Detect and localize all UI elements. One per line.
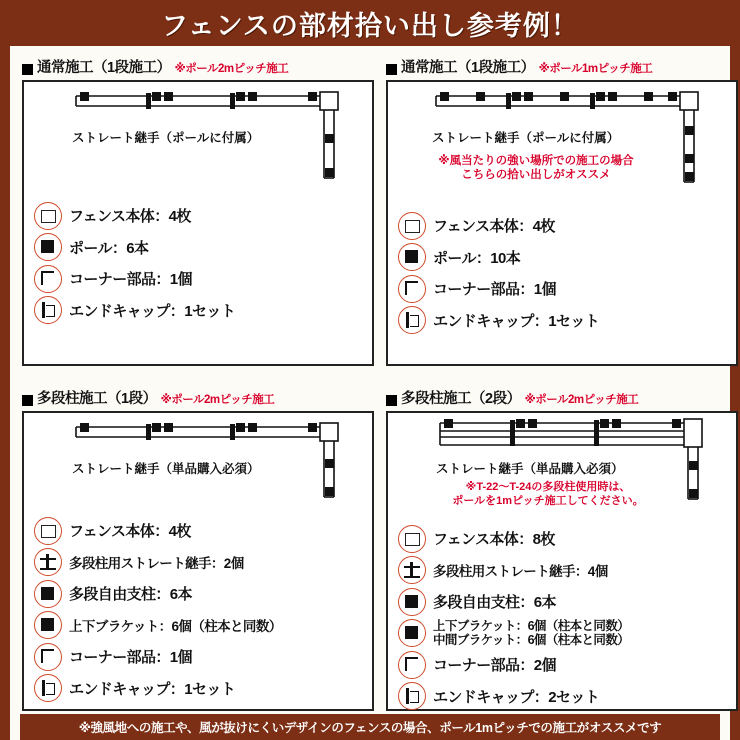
diagram-note: ※T-22〜T-24の多段柱使用時は、 ポールを1mピッチ施工してください。 <box>452 481 644 507</box>
list-item <box>34 674 372 702</box>
list-item <box>34 296 372 324</box>
list-item-label: フェンス本体：4枚 <box>69 208 191 225</box>
panel-heading <box>386 56 738 77</box>
parts-list <box>24 509 372 702</box>
corner-part-icon <box>34 265 62 293</box>
list-item <box>34 643 372 671</box>
panel-heading-text: 多段柱施工（2段） <box>401 391 521 407</box>
end-cap-icon <box>34 674 62 702</box>
bullet-square-icon <box>22 395 33 406</box>
panel-body <box>22 80 374 366</box>
list-item-label: コーナー部品：2個 <box>433 657 556 674</box>
fence-panel-icon <box>34 517 62 545</box>
fence-diagram <box>24 413 372 509</box>
list-item-label: 多段柱用ストレート継手：2個 <box>69 556 244 571</box>
list-item-label: エンドキャップ：1セット <box>69 302 236 320</box>
list-item-label: 上下ブラケット：6個（柱本と同数） <box>69 619 282 634</box>
bullet-square-icon <box>386 64 397 75</box>
parts-list <box>388 517 736 710</box>
list-item-label: エンドキャップ：2セット <box>433 688 600 706</box>
fence-diagram <box>24 82 372 194</box>
list-item-label-group <box>433 619 629 647</box>
panel-body <box>22 411 374 711</box>
list-item-label: ポール：10本 <box>433 249 521 267</box>
list-item-label: エンドキャップ：1セット <box>69 680 236 698</box>
list-item-label: フェンス本体：4枚 <box>433 218 555 235</box>
panel-subheading-text: ※ポール2mピッチ施工 <box>160 394 275 406</box>
pole-icon <box>398 588 426 616</box>
panel-heading <box>22 56 374 77</box>
panel-heading <box>386 387 738 408</box>
panel-grid <box>10 46 730 714</box>
bullet-square-icon <box>22 64 33 75</box>
list-item <box>398 243 736 271</box>
corner-part-icon <box>34 643 62 671</box>
list-item <box>398 525 736 553</box>
list-item-label: フェンス本体：8枚 <box>433 531 555 548</box>
pole-icon <box>34 233 62 261</box>
list-item <box>34 580 372 608</box>
list-item-label-secondary: 中間ブラケット：6個（柱本と同数） <box>433 633 630 647</box>
panel-body <box>386 411 738 711</box>
pole-icon <box>34 611 62 639</box>
panel-heading-text: 通常施工（1段施工） <box>37 60 171 76</box>
list-item <box>34 233 372 261</box>
footer-text: ※強風地への施工や、風が抜けにくいデザインのフェンスの場合、ポール1mピッチでの施工がオススメです <box>78 721 662 735</box>
list-item-label: ポール：6本 <box>69 239 149 257</box>
list-item-label: エンドキャップ：1セット <box>433 312 600 330</box>
pole-icon <box>398 243 426 271</box>
list-item <box>398 212 736 240</box>
diagram-caption: ストレート継手（ポールに付属） <box>72 131 260 145</box>
page-title: フェンスの部材拾い出し参考例！ <box>161 10 579 41</box>
panel-normal-1m <box>380 52 740 383</box>
end-cap-icon <box>398 682 426 710</box>
list-item-label: 多段自由支柱：6本 <box>433 594 556 611</box>
list-item-label: 上下ブラケット：6個（柱本と同数） <box>433 619 630 633</box>
list-item-label: 多段自由支柱：6本 <box>69 586 192 603</box>
list-item-label: 多段柱用ストレート継手：4個 <box>433 564 608 579</box>
fence-panel-icon <box>34 202 62 230</box>
parts-list <box>388 204 736 334</box>
fence-diagram <box>388 82 736 204</box>
panel-normal-2m <box>16 52 380 383</box>
poster-footer <box>20 714 720 740</box>
panel-subheading-text: ※ポール1mピッチ施工 <box>538 63 653 75</box>
list-item-label: コーナー部品：1個 <box>433 281 556 298</box>
panel-subheading-text: ※ポール2mピッチ施工 <box>174 63 289 75</box>
list-item <box>34 265 372 293</box>
list-item <box>398 619 736 647</box>
panel-multistage-2 <box>380 383 740 714</box>
bullet-square-icon <box>386 395 397 406</box>
panel-multistage-1 <box>16 383 380 714</box>
list-item <box>34 202 372 230</box>
diagram-caption: ストレート継手（単品購入必須） <box>72 462 260 476</box>
list-item <box>398 682 736 710</box>
panel-heading <box>22 387 374 408</box>
panel-body <box>386 80 738 366</box>
list-item <box>34 517 372 545</box>
panel-subheading-text: ※ポール2mピッチ施工 <box>524 394 639 406</box>
poster-header <box>10 0 730 46</box>
corner-part-icon <box>398 275 426 303</box>
list-item-label: コーナー部品：1個 <box>69 649 192 666</box>
end-cap-icon <box>34 296 62 324</box>
diagram-caption: ストレート継手（ポールに付属） <box>432 131 620 145</box>
fence-panel-icon <box>398 525 426 553</box>
straight-joint-icon <box>34 548 62 576</box>
list-item-label: フェンス本体：4枚 <box>69 523 191 540</box>
list-item <box>398 556 736 584</box>
list-item <box>398 651 736 679</box>
list-item-label: コーナー部品：1個 <box>69 271 192 288</box>
fence-panel-icon <box>398 212 426 240</box>
list-item <box>34 611 372 639</box>
straight-joint-icon <box>398 556 426 584</box>
diagram-caption: ストレート継手（単品購入必須） <box>436 462 624 476</box>
diagram-note: ※風当たりの強い場所での施工の場合 こちらの拾い出しがオススメ <box>438 155 634 182</box>
pole-icon <box>398 619 426 647</box>
pole-icon <box>34 580 62 608</box>
list-item <box>398 588 736 616</box>
list-item <box>34 548 372 576</box>
fence-diagram <box>388 413 736 517</box>
panel-heading-text: 多段柱施工（1段） <box>37 391 157 407</box>
panel-heading-text: 通常施工（1段施工） <box>401 60 535 76</box>
end-cap-icon <box>398 306 426 334</box>
list-item <box>398 275 736 303</box>
parts-list <box>24 194 372 324</box>
list-item <box>398 306 736 334</box>
corner-part-icon <box>398 651 426 679</box>
